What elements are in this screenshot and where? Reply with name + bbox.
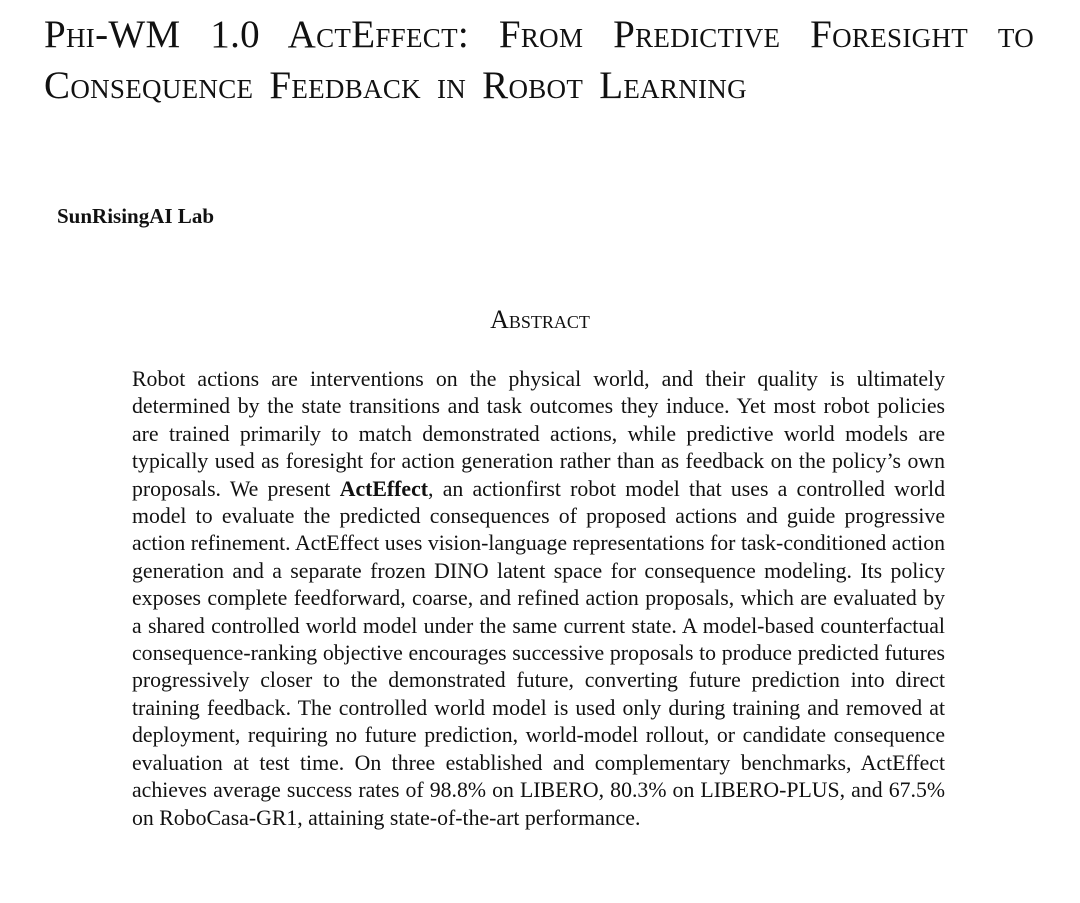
- abstract-text-part-2: , an actionfirst robot model that uses a controlled world model to evaluate the predicted consequences of proposed actions and guide progressive action refinement. ActEffect uses vision-language representations for task-conditioned action generation and a separate frozen DINO latent space for consequence modeling. Its policy exposes complete feedforward, coarse, and refined action proposals, which are evaluated by a shared controlled world model under the same current state. A model-based counterfactual consequence-ranking objective encourages successive proposals to produce predicted futures progressively closer to the demonstrated future, converting future prediction into direct training feedback. The controlled world model is used only during training and removed at deployment, requiring no future prediction, world-model rollout, or candidate consequence evaluation at test time. On three established and complementary benchmarks, ActEffect achieves average success rates of 98.8% on LIBERO, 80.3% on LIBERO-PLUS, and 67.5% on RoboCasa-GR1, attaining state-of-the-art performance.: [132, 476, 945, 830]
- abstract-text-part-1: Robot actions are interventions on the physical world, and their quality is ultimately determined by the state transitions and task outcomes they induce. Yet most robot policies are trained primarily to match demonstrated actions, while predictive world models are typically used as foresight for action generation rather than as feedback on the policy’s own proposals. We present: [132, 367, 945, 501]
- abstract-heading: Abstract: [490, 305, 590, 334]
- author-affiliation: SunRisingAI Lab: [57, 204, 214, 228]
- model-name-bold: ActEffect: [339, 476, 429, 501]
- paper-title: Phi-WM 1.0 ActEffect: From Predictive Foresight to Consequence Feedback in Robot Learning: [44, 13, 1034, 107]
- abstract-text: [132, 366, 945, 832]
